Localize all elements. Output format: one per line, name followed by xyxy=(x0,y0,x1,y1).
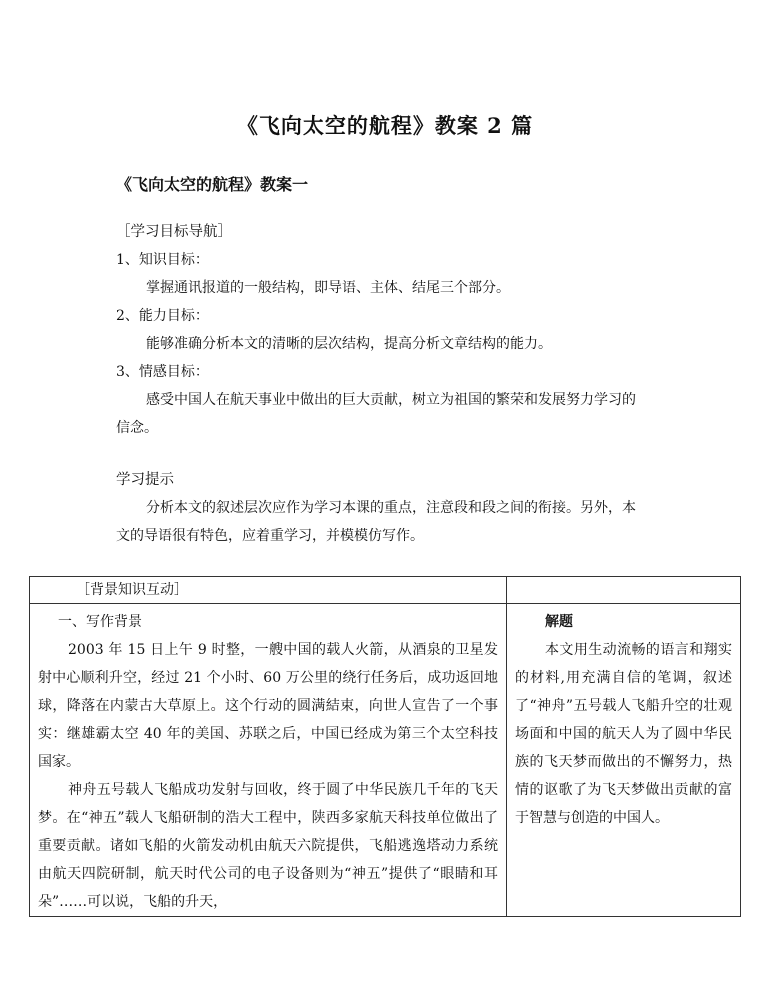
learning-hints xyxy=(116,466,646,550)
title-explanation-cell xyxy=(507,604,741,917)
goal-label-knowledge: 1、知识目标： xyxy=(116,252,209,268)
goal-label-emotion: 3、情感目标： xyxy=(116,364,209,380)
background-paragraph-1: 2003 年 15 日上午 9 时整，一艘中国的载人火箭，从酒泉的卫星发射中心顺利升空，经过 21 个小时、60 万公里的绕行任务后，成功返回地球，降落在内蒙古大草原上。这个行动的圆满結束，向世人宣告了一个事实：继雄霸太空 40 年的美国、苏联之后，中国已经成为第三个太空科技国家。 xyxy=(38,642,498,770)
page-title: 《飞向太空的航程》教案 2 篇 xyxy=(236,113,534,138)
goal-label-ability: 2、能力目标： xyxy=(116,308,209,324)
goal-text-emotion: 感受中国人在航天事业中做出的巨大贡献，树立为祖国的繁荣和发展努力学习的信念。 xyxy=(116,392,636,436)
section-title: 《飞向太空的航程》教案一 xyxy=(116,175,309,194)
background-paragraph-2: 神舟五号载人飞船成功发射与回收，终于圆了中华民族几千年的飞天梦。在“神五”载人飞船研制的浩大工程中，陕西多家航天科技单位做出了重要贡献。诸如飞船的火箭发动机由航天六院提供，飞船逃逸塔动力系统由航天四院研制，航天时代公司的电子设备则为“神五”提供了“眼睛和耳朵”……可以说，飞船的升天， xyxy=(38,782,498,910)
table-header: ［背景知识互动］ xyxy=(30,577,507,604)
learning-goals xyxy=(116,218,646,442)
title-explanation-heading: 解题 xyxy=(545,614,573,630)
hints-header: 学习提示 xyxy=(116,472,174,488)
title-explanation-text: 本文用生动流畅的语言和翔实的材料,用充满自信的笔调，叙述了“神舟”五号载人飞船升空的壮观场面和中国的航天人为了圆中华民族的飞天梦而做出的不懈努力，热情的讴歌了为飞天梦做出贡献的富于智慧与创造的中国人。 xyxy=(515,642,732,826)
writing-background-cell xyxy=(30,604,507,917)
goals-header: ［学习目标导航］ xyxy=(116,224,232,240)
goal-text-knowledge: 掌握通讯报道的一般结构，即导语、主体、结尾三个部分。 xyxy=(146,280,510,296)
goal-text-ability: 能够准确分析本文的清晰的层次结构，提高分析文章结构的能力。 xyxy=(146,336,552,352)
table-header-right xyxy=(507,577,741,604)
writing-background-heading: 一、写作背景 xyxy=(58,614,142,630)
background-table xyxy=(29,576,741,917)
hints-text: 分析本文的叙述层次应作为学习本课的重点，注意段和段之间的衔接。另外，本文的导语很有特色，应着重学习，并模模仿写作。 xyxy=(116,500,636,544)
